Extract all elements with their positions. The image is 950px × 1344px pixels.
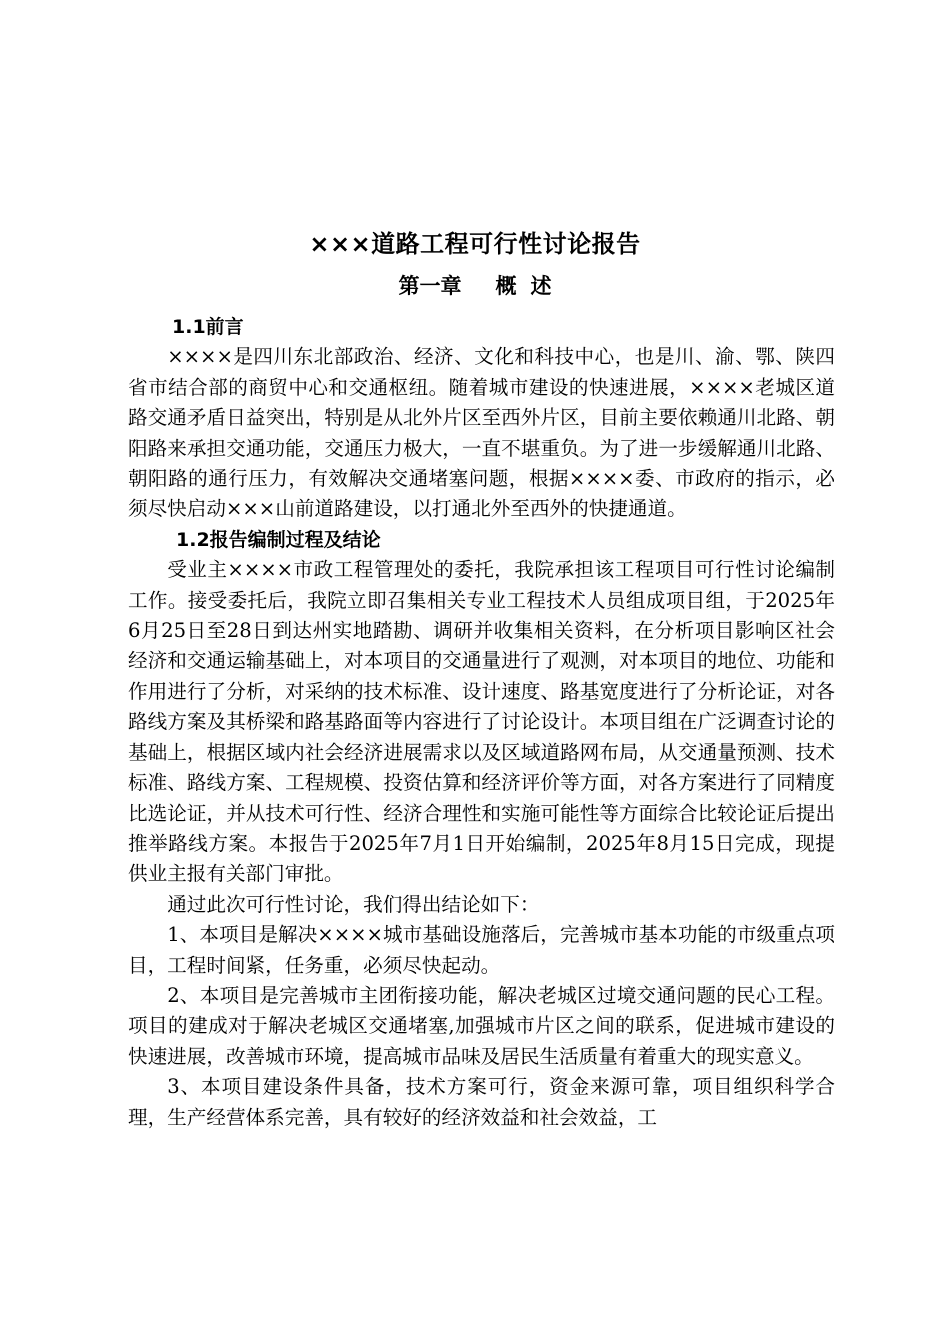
chapter-heading — [0, 270, 950, 302]
chapter-title-part1: 概 — [495, 274, 517, 298]
document-body — [128, 312, 835, 1133]
paragraph-conclusion-3: 3、本项目建设条件具备，技术方案可行，资金来源可靠，项目组织科学合理，生产经营体系完善，具有较好的经济效益和社会效益，工 — [128, 1075, 835, 1129]
section-heading-preface: 1.1前言 — [172, 316, 244, 338]
document-title: ×××道路工程可行性讨论报告 — [309, 230, 641, 258]
paragraph-conclusion-1: 1、本项目是解决××××城市基础设施落后，完善城市基本功能的市级重点项目，工程时间紧，任务重，必须尽快起动。 — [128, 923, 835, 977]
paragraph-conclusion-2: 2、本项目是完善城市主团衔接功能，解决老城区过境交通问题的民心工程。项目的建成对于解决老城区交通堵塞,加强城市片区之间的联系，促进城市建设的快速进展，改善城市环境，提高城市品味及居民生活质量有着重大的现实意义。 — [128, 983, 835, 1068]
section-heading-report-process: 1.2报告编制过程及结论 — [176, 528, 381, 551]
paragraph-preface: ××××是四川东北部政治、经济、文化和科技中心，也是川、渝、鄂、陕四省市结合部的商贸中心和交通枢纽。随着城市建设的快速进展，××××老城区道路交通矛盾日益突出，特别是从北外片区至西外片区，目前主要依赖通川北路、朝阳路来承担交通功能，交通压力极大，一直不堪重负。为了进一步缓解通川北路、朝阳路的通行压力，有效解决交通堵塞问题，根据××××委、市政府的指示，必须尽快启动×××山前道路建设，以打通北外至西外的快捷通道。 — [128, 345, 835, 521]
chapter-title-part2: 述 — [530, 274, 552, 298]
paragraph-conclusion-intro: 通过此次可行性讨论，我们得出结论如下： — [167, 892, 540, 916]
chapter-number: 第一章 — [398, 274, 462, 298]
paragraph-report-process: 受业主××××市政工程管理处的委托，我院承担该工程项目可行性讨论编制工作。接受委托后，我院立即召集相关专业工程技术人员组成项目组，于2025年6月25日至28日到达州实地踏勘、调研并收集相关资料，在分析项目影响区社会经济和交通运输基础上，对本项目的交通量进行了观测，对本项目的地位、功能和作用进行了分析，对采纳的技术标准、设计速度、路基宽度进行了分析论证，对各路线方案及其桥梁和路基路面等内容进行了讨论设计。本项目组在广泛调查讨论的基础上，根据区域内社会经济进展需求以及区域道路网布局，从交通量预测、技术标准、路线方案、工程规模、投资估算和经济评价等方面，对各方案进行了同精度比选论证，并从技术可行性、经济合理性和实施可能性等方面综合比较论证后提出推举路线方案。本报告于2025年7月1日开始编制，2025年8月15日完成，现提供业主报有关部门审批。 — [128, 558, 835, 886]
